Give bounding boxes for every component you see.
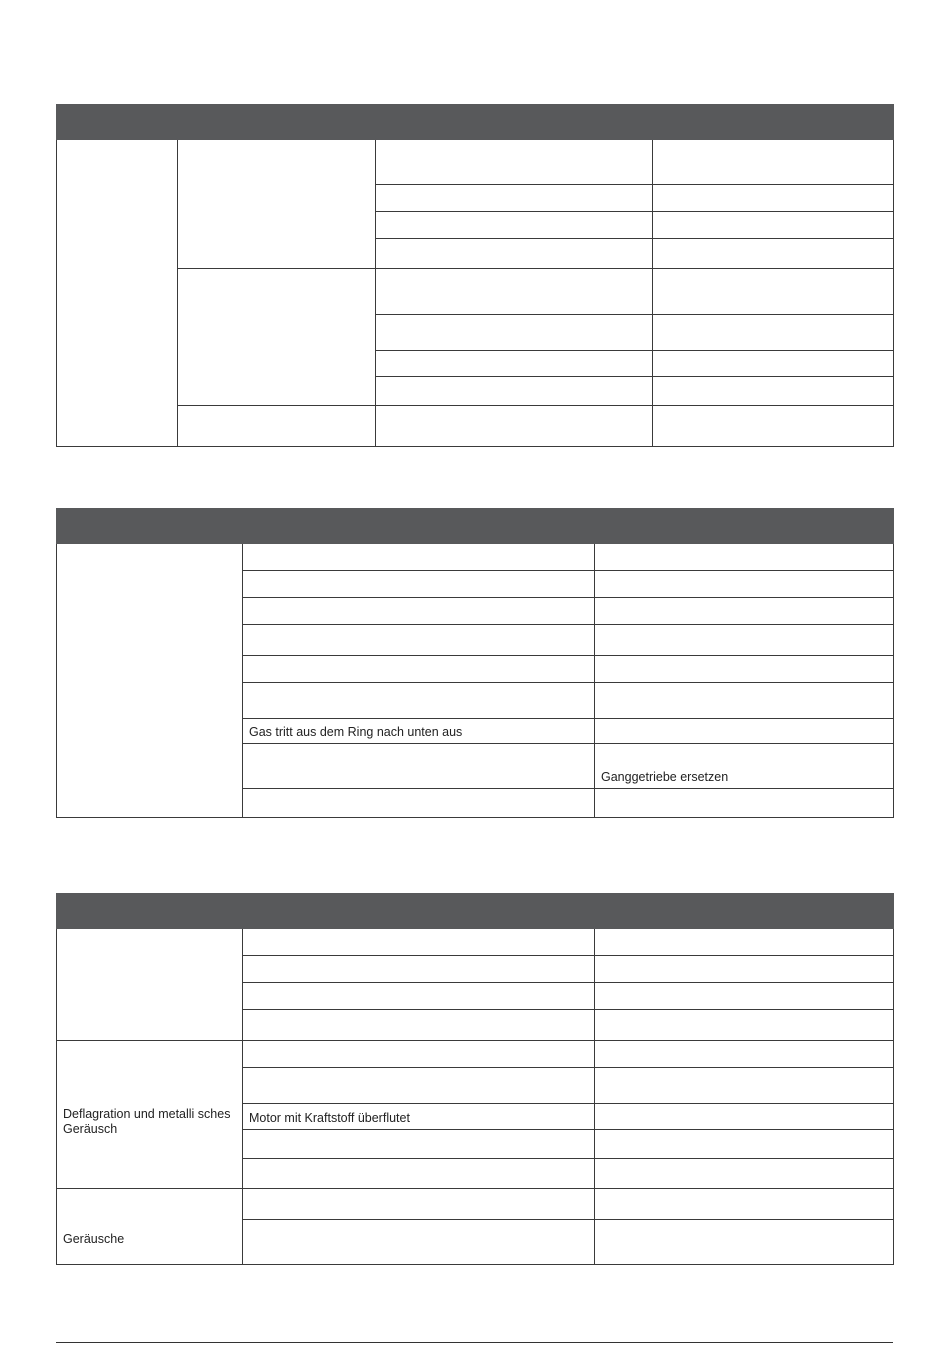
cause-cell: [243, 1189, 595, 1220]
cause-cell: [243, 598, 595, 625]
remedy-cell: [653, 406, 894, 447]
cause-cell: [243, 1010, 595, 1041]
cause-cell: [243, 744, 595, 789]
remedy-cell: [653, 140, 894, 185]
remedy-cell: [653, 315, 894, 351]
cause-cell: [243, 1159, 595, 1189]
table-row: [57, 544, 894, 571]
remedy-cell: [653, 212, 894, 239]
cause-cell: [243, 956, 595, 983]
footer-divider: [56, 1342, 893, 1343]
header-cell: [595, 894, 894, 929]
symptom-cell: Deflagration und metalli sches Geräusch: [57, 1041, 243, 1189]
symptom-cell: Geräusche: [57, 1189, 243, 1265]
remedy-cell: [595, 625, 894, 656]
remedy-cell: [595, 1220, 894, 1265]
remedy-cell: [595, 1041, 894, 1068]
remedy-cell: [653, 351, 894, 377]
cause-cell: [243, 1068, 595, 1104]
remedy-cell: [595, 983, 894, 1010]
cause-cell: [243, 656, 595, 683]
cause-cell: [376, 140, 653, 185]
category-cell: [178, 269, 376, 406]
cause-cell: Motor mit Kraftstoff überflutet: [243, 1104, 595, 1130]
category-cell: [178, 140, 376, 269]
table-row: [57, 406, 894, 447]
cause-cell: [243, 929, 595, 956]
table-row: [57, 1041, 894, 1068]
header-cell: [57, 509, 243, 544]
remedy-cell: [595, 656, 894, 683]
remedy-cell: [595, 1010, 894, 1041]
header-cell: [178, 105, 653, 140]
table-row: [57, 269, 894, 315]
remedy-cell: [653, 185, 894, 212]
header-cell: [595, 509, 894, 544]
cause-cell: [376, 406, 653, 447]
cause-cell: [243, 1041, 595, 1068]
cause-cell: Gas tritt aus dem Ring nach unten aus: [243, 719, 595, 744]
symptom-cell: [57, 140, 178, 447]
cause-cell: [376, 239, 653, 269]
remedy-cell: [653, 239, 894, 269]
remedy-cell: [595, 956, 894, 983]
remedy-cell: [595, 929, 894, 956]
remedy-cell: [595, 598, 894, 625]
table-header-row: [57, 105, 894, 140]
header-cell: [57, 894, 243, 929]
remedy-cell: [653, 377, 894, 406]
troubleshooting-table-1: [56, 104, 894, 447]
cause-cell: [376, 185, 653, 212]
troubleshooting-table-2: [56, 508, 894, 818]
remedy-cell: [653, 269, 894, 315]
remedy-cell: [595, 683, 894, 719]
remedy-cell: [595, 1159, 894, 1189]
cause-cell: [243, 625, 595, 656]
category-cell: [178, 406, 376, 447]
cause-cell: [376, 269, 653, 315]
table-row: [57, 1189, 894, 1220]
remedy-cell: [595, 719, 894, 744]
remedy-cell: [595, 1104, 894, 1130]
remedy-cell: Ganggetriebe ersetzen: [595, 744, 894, 789]
remedy-cell: [595, 1130, 894, 1159]
symptom-cell: [57, 544, 243, 818]
header-cell: [57, 105, 178, 140]
remedy-cell: [595, 1189, 894, 1220]
cause-cell: [243, 544, 595, 571]
cause-cell: [243, 983, 595, 1010]
header-cell: [653, 105, 894, 140]
table-header-row: [57, 894, 894, 929]
header-cell: [243, 894, 595, 929]
table-row: [57, 929, 894, 956]
symptom-cell: [57, 929, 243, 1041]
remedy-cell: [595, 571, 894, 598]
cause-cell: [243, 571, 595, 598]
remedy-cell: [595, 789, 894, 818]
cause-cell: [243, 789, 595, 818]
cause-cell: [243, 1220, 595, 1265]
table-header-row: [57, 509, 894, 544]
cause-cell: [243, 683, 595, 719]
cause-cell: [376, 351, 653, 377]
troubleshooting-table-3: [56, 893, 894, 1265]
cause-cell: [376, 212, 653, 239]
cause-cell: [243, 1130, 595, 1159]
header-cell: [243, 509, 595, 544]
cause-cell: [376, 377, 653, 406]
cause-cell: [376, 315, 653, 351]
table-row: [57, 140, 894, 185]
remedy-cell: [595, 1068, 894, 1104]
remedy-cell: [595, 544, 894, 571]
